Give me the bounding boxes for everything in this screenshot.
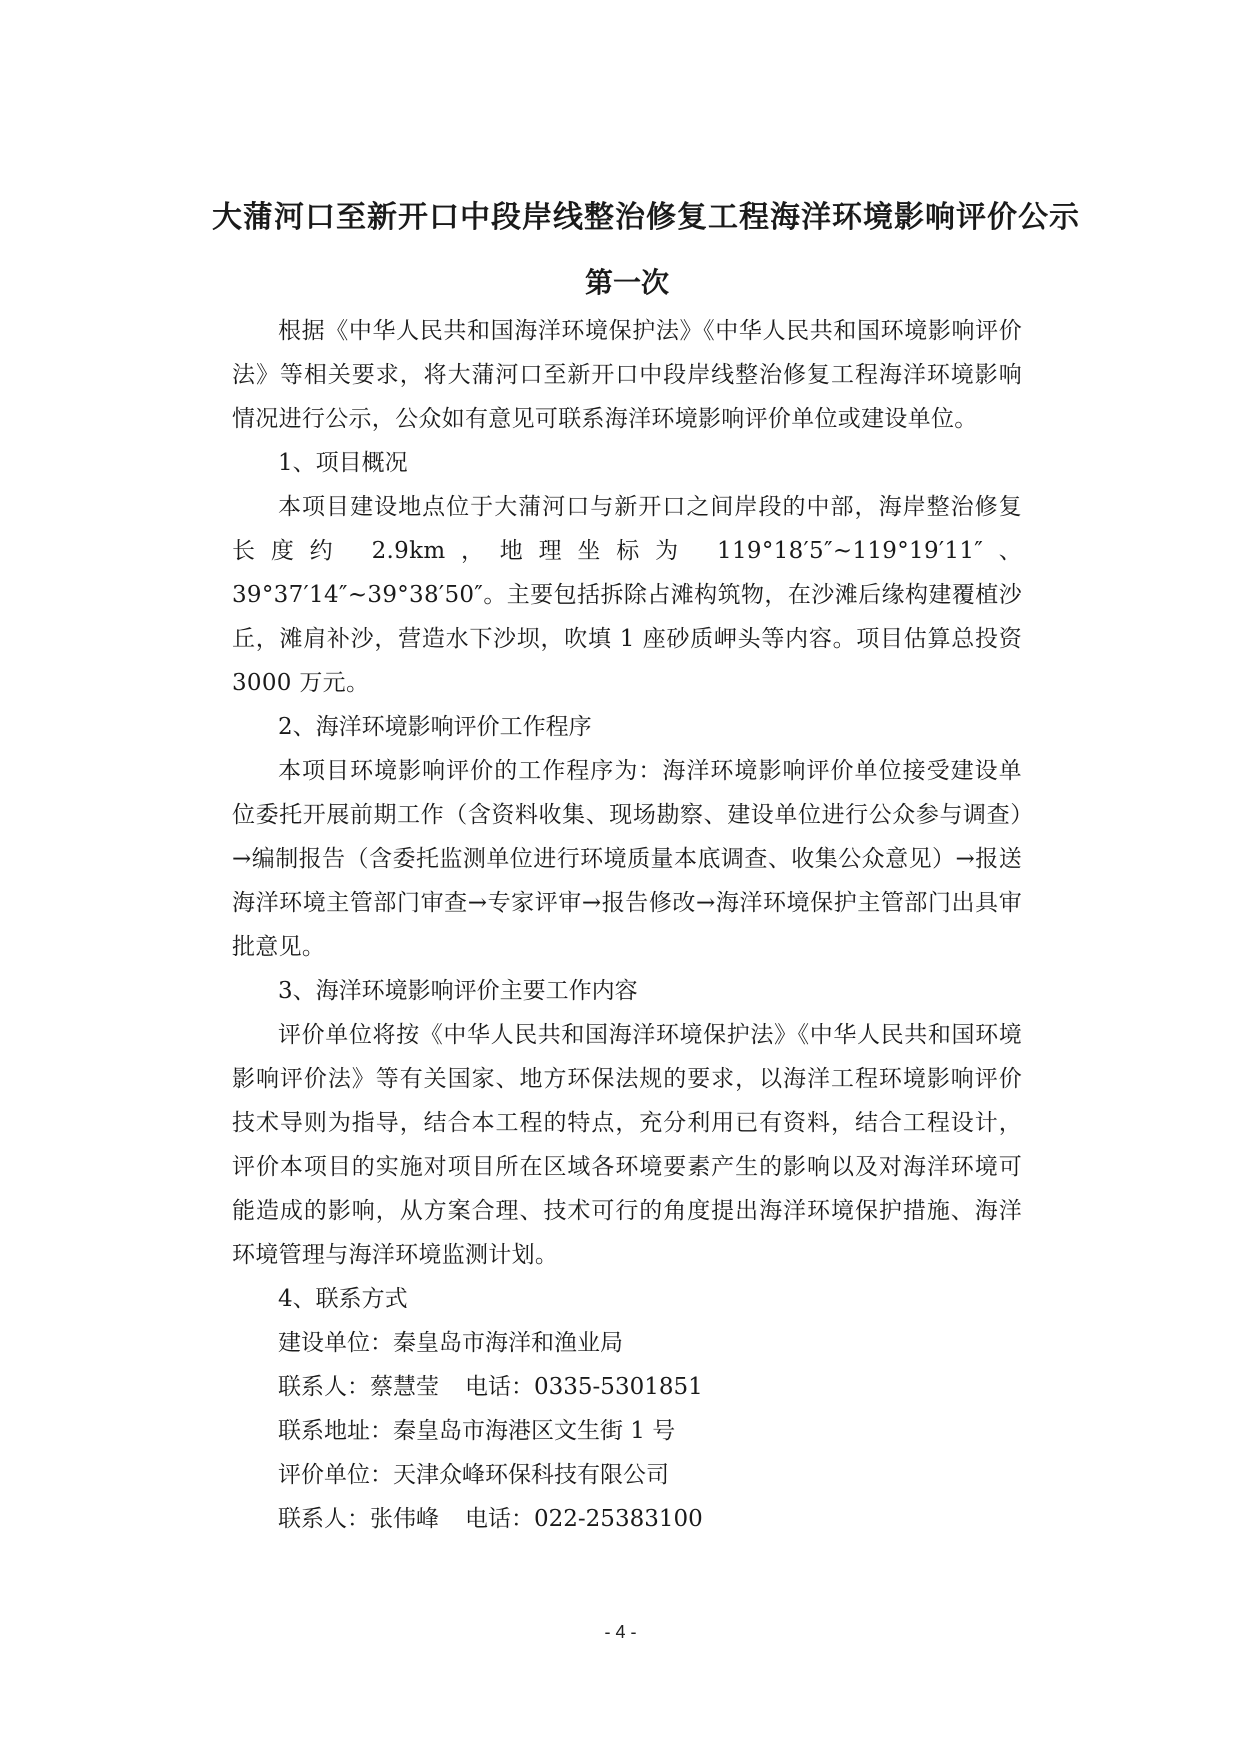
section-contact xyxy=(232,1277,1022,1541)
document-title: 大蒲河口至新开口中段岸线整治修复工程海洋环境影响评价公示 xyxy=(212,200,1080,235)
section-overview xyxy=(232,441,1022,705)
builder-person: 联系人：蔡慧莹 xyxy=(278,1374,439,1400)
section-heading: 1、项目概况 xyxy=(278,450,408,476)
evaluator-contact-line xyxy=(232,1497,1022,1541)
intro-paragraph: 根据《中华人民共和国海洋环境保护法》《中华人民共和国环境影响评价法》等相关要求，将大蒲河口至新开口中段岸线整治修复工程海洋环境影响情况进行公示，公众如有意见可联系海洋环境影响评价单位或建设单位。 xyxy=(232,318,1022,432)
section-heading: 3、海洋环境影响评价主要工作内容 xyxy=(278,978,638,1004)
builder-address: 联系地址：秦皇岛市海港区文生街 1 号 xyxy=(278,1418,676,1444)
section-heading: 2、海洋环境影响评价工作程序 xyxy=(278,714,592,740)
section-body: 本项目环境影响评价的工作程序为：海洋环境影响评价单位接受建设单位委托开展前期工作（含资料收集、现场勘察、建设单位进行公众参与调查）→编制报告（含委托监测单位进行环境质量本底调查、收集公众意见）→报送海洋环境主管部门审查→专家评审→报告修改→海洋环境保护主管部门出具审批意见。 xyxy=(232,758,1022,960)
builder-phone: 电话：0335-5301851 xyxy=(465,1374,703,1400)
page-number: - 4 - xyxy=(604,1622,637,1642)
builder-contact-line xyxy=(232,1365,1022,1409)
evaluator-person: 联系人：张伟峰 xyxy=(278,1506,439,1532)
document-page xyxy=(212,198,1080,1541)
evaluator-phone: 电话：022-25383100 xyxy=(465,1506,703,1532)
section-content xyxy=(232,969,1022,1277)
builder-unit: 建设单位：秦皇岛市海洋和渔业局 xyxy=(278,1330,623,1356)
section-procedure xyxy=(232,705,1022,969)
section-body: 本项目建设地点位于大蒲河口与新开口之间岸段的中部，海岸整治修复长度约 2.9km，地理坐标为 119°18′5″~119°19′11″、39°37′14″~39°38′50″。主要包括拆除占滩构筑物，在沙滩后缘构建覆植沙丘，滩肩补沙，营造水下沙坝，吹填 1 座砂质岬头等内容。项目估算总投资 3000 万元。 xyxy=(232,494,1022,696)
evaluator-unit: 评价单位：天津众峰环保科技有限公司 xyxy=(278,1462,669,1488)
section-body: 评价单位将按《中华人民共和国海洋环境保护法》《中华人民共和国环境影响评价法》等有关国家、地方环保法规的要求，以海洋工程环境影响评价技术导则为指导，结合本工程的特点，充分利用已有资料，结合工程设计，评价本项目的实施对项目所在区域各环境要素产生的影响以及对海洋环境可能造成的影响，从方案合理、技术可行的角度提出海洋环境保护措施、海洋环境管理与海洋环境监测计划。 xyxy=(232,1022,1022,1268)
document-subtitle: 第一次 xyxy=(584,266,669,299)
section-heading: 4、联系方式 xyxy=(278,1286,408,1312)
